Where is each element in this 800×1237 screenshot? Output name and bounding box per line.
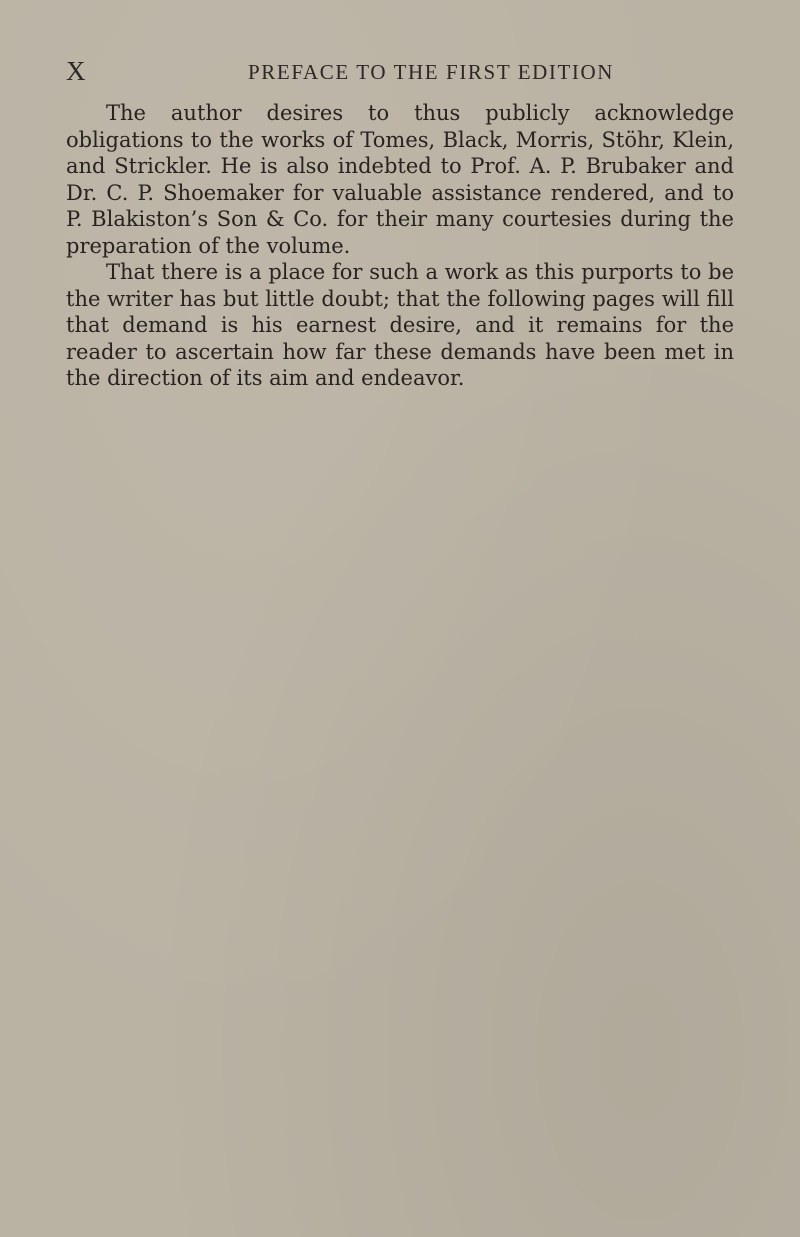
paragraph-purpose: That there is a place for such a work as this purports to be the writer has but little doubt; that the following pages will fill that demand is his earnest desire, and it remains for the reader to ascertain how far these demands have been met in the direction of its aim and endeavor.	[66, 260, 734, 390]
running-head-title: PREFACE TO THE FIRST EDITION	[248, 60, 615, 84]
paragraph-acknowledgements: The author desires to thus publicly acknowledge obligations to the works of Tomes, Black, Morris, Stöhr, Klein, and Strickler. He is also indebted to Prof. A. P. Brubaker and Dr. C. P. Shoemaker for valuable assistance rendered, and to P. Blakiston’s Son & Co. for their many courtesies during the preparation of the volume.	[66, 101, 734, 258]
body-text	[66, 100, 734, 392]
running-head	[0, 56, 800, 86]
page-number: X	[66, 56, 87, 86]
